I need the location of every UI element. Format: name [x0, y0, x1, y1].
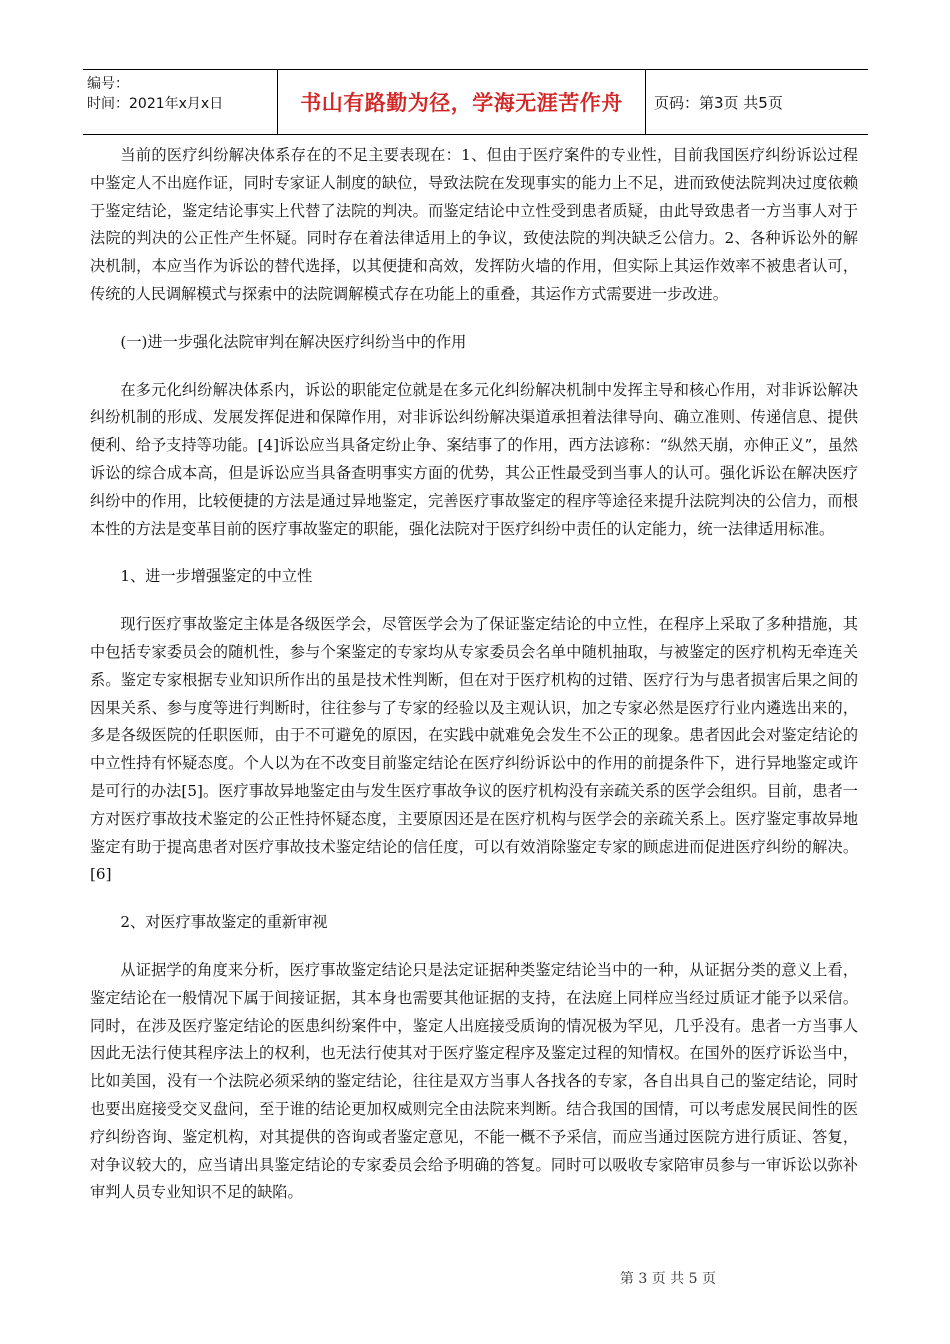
subsection-heading-1: 1、进一步增强鉴定的中立性	[120, 567, 313, 586]
header-meta	[83, 70, 278, 134]
paragraph-neutrality: 现行医疗事故鉴定主体是各级医学会，尽管医学会为了保证鉴定结论的中立性，在程序上采取了多种措施，其中包括专家委员会的随机性，参与个案鉴定的专家均从专家委员会名单中随机抽取，与被鉴定的医疗机构无牵连关系。鉴定专家根据专业知识所作出的虽是技术性判断，但在对于医疗机构的过错、医疗行为与患者损害后果之间的因果关系、参与度等进行判断时，往往参与了专家的经验以及主观认识，加之专家必然是医疗行业内遴选出来的，多是各级医院的任职医师，由于不可避免的原因，在实践中就难免会发生不公正的现象。患者因此会对鉴定结论的中立性持有怀疑态度。个人以为在不改变目前鉴定结论在医疗纠纷诉讼中的作用的前提条件下，进行异地鉴定或许是可行的办法[5]。医疗事故异地鉴定由与发生医疗事故争议的医疗机构没有亲疏关系的医学会组织。目前，患者一方对医疗事故技术鉴定的公正性持怀疑态度，主要原因还是在医疗机构与医学会的亲疏关系上。医疗鉴定事故异地鉴定有助于提高患者对医疗事故技术鉴定结论的信任度，可以有效消除鉴定专家的顾虑进而促进医疗纠纷的解决。[6]	[90, 615, 858, 884]
paragraph-intro: 当前的医疗纠纷解决体系存在的不足主要表现在：1、但由于医疗案件的专业性，目前我国医疗纠纷诉讼过程中鉴定人不出庭作证，同时专家证人制度的缺位，导致法院在发现事实的能力上不足，进而致使法院判决过度依赖于鉴定结论，鉴定结论事实上代替了法院的判决。而鉴定结论中立性受到患者质疑，由此导致患者一方当事人对于法院的判决的公正性产生怀疑。同时存在着法律适用上的争议，致使法院的判决缺乏公信力。2、各种诉讼外的解决机制，本应当作为诉讼的替代选择，以其便捷和高效，发挥防火墙的作用，但实际上其运作效率不被患者认可，传统的人民调解模式与探索中的法院调解模式存在功能上的重叠，其运作方式需要进一步改进。	[90, 146, 858, 303]
header-page-info: 页码：第3页 共5页	[654, 93, 783, 112]
page-header	[83, 69, 868, 135]
paragraph-reexamination: 从证据学的角度来分析，医疗事故鉴定结论只是法定证据种类鉴定结论当中的一种，从证据分类的意义上看，鉴定结论在一般情况下属于间接证据，其本身也需要其他证据的支持，在法庭上同样应当经过质证才能予以采信。同时，在涉及医疗鉴定结论的医患纠纷案件中，鉴定人出庭接受质询的情况极为罕见，几乎没有。患者一方当事人因此无法行使其程序法上的权利，也无法行使其对于医疗鉴定程序及鉴定过程的知情权。在国外的医疗诉讼当中，比如美国，没有一个法院必须采纳的鉴定结论，往往是双方当事人各找各的专家，各自出具自己的鉴定结论，同时也要出庭接受交叉盘问，至于谁的结论更加权威则完全由法院来判断。结合我国的国情，可以考虑发展民间性的医疗纠纷咨询、鉴定机构，对其提供的咨询或者鉴定意见，不能一概不予采信，而应当通过医院方进行质证、答复，对争议较大的，应当请出具鉴定结论的专家委员会给予明确的答复。同时可以吸收专家陪审员参与一审诉讼以弥补审判人员专业知识不足的缺陷。	[90, 960, 858, 1202]
header-motto: 书山有路勤为径，学海无涯苦作舟	[278, 70, 646, 134]
paragraph-litigation-role: 在多元化纠纷解决体系内，诉讼的职能定位就是在多元化纠纷解决机制中发挥主导和核心作用，对非诉讼解决纠纷机制的形成、发展发挥促进和保障作用，对非诉讼纠纷解决渠道承担着法律导向、确立准则、传递信息、提供便利、给予支持等功能。[4]诉讼应当具备定纷止争、案结事了的作用，西方法谚称：“纵然天崩，亦伸正义”，虽然诉讼的综合成本高，但是诉讼应当具备查明事实方面的优势，其公正性最受到当事人的认可。强化诉讼在解决医疗纠纷中的作用，比较便捷的方法是通过异地鉴定，完善医疗事故鉴定的程序等途径来提升法院判决的公信力，而根本性的方法是变革目前的医疗事故鉴定的职能，强化法院对于医疗纠纷中责任的认定能力，统一法律适用标准。	[90, 380, 858, 538]
subsection-heading-2: 2、对医疗事故鉴定的重新审视	[120, 913, 328, 932]
document-body	[90, 142, 858, 1227]
section-heading-1: (一)进一步强化法院审判在解决医疗纠纷当中的作用	[120, 332, 467, 351]
document-time: 时间：2021年x月x日	[87, 96, 224, 112]
page-footer: 第 3 页 共 5 页	[619, 1271, 716, 1287]
document-number: 编号：	[87, 76, 129, 92]
